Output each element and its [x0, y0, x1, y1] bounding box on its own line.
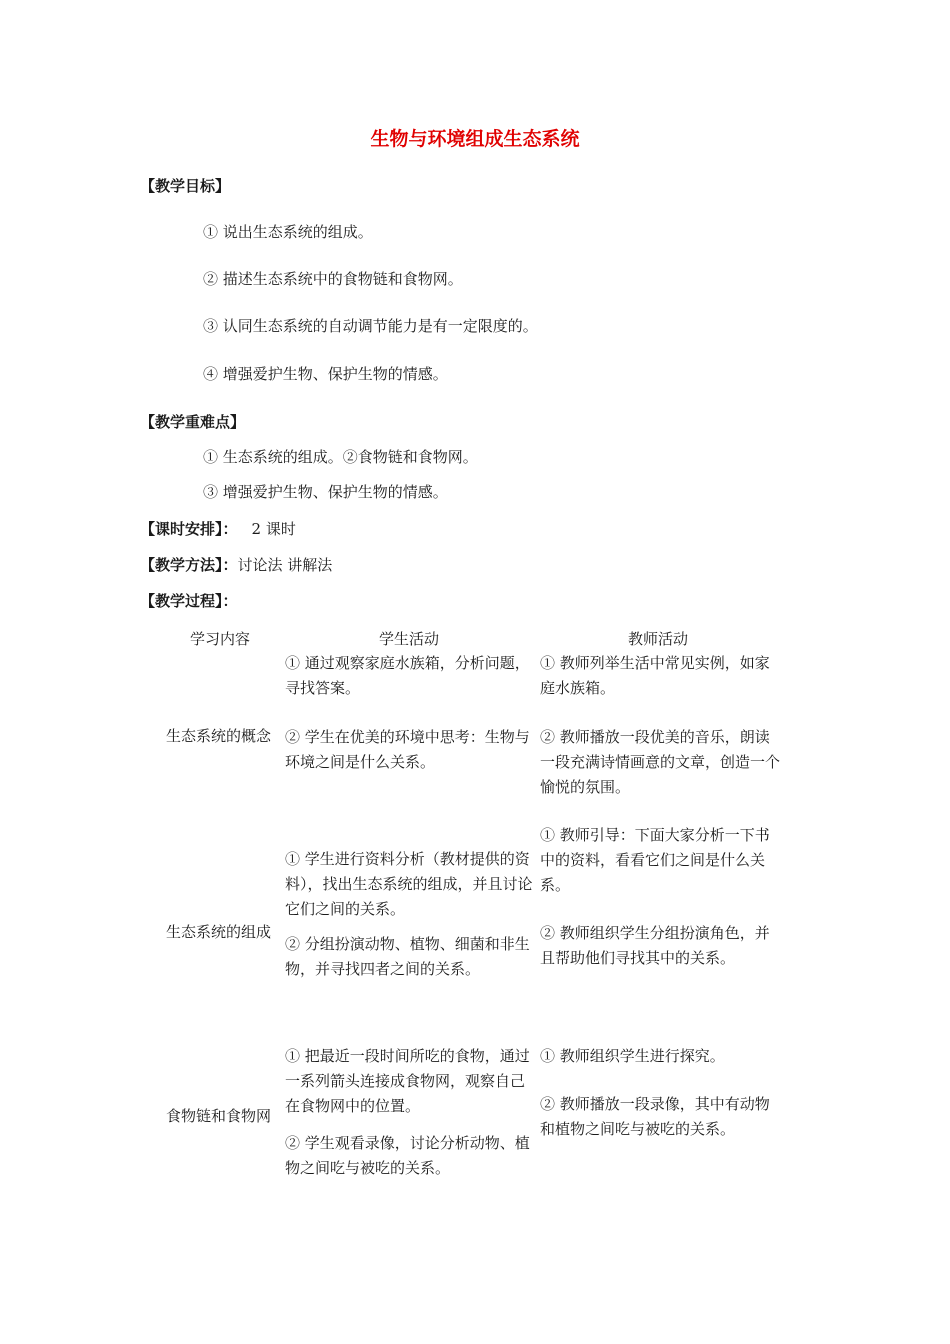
objective-item: ④ 增强爱护生物、保护生物的情感。 [203, 365, 448, 383]
table-row-teacher [540, 1044, 782, 1142]
table-header-teacher: 教师活动 [628, 630, 689, 648]
table-row-student [285, 847, 533, 982]
teacher-activity: ② 教师组织学生分组扮演角色，并且帮助他们寻找其中的关系。 [540, 924, 770, 967]
process-heading: 【教学过程】： [140, 592, 238, 610]
table-header-student: 学生活动 [379, 630, 440, 648]
objective-item: ② 描述生态系统中的食物链和食物网。 [203, 270, 463, 288]
key-points-heading: 【教学重难点】 [140, 413, 246, 431]
table-row-student [285, 1044, 537, 1181]
table-row-teacher [540, 823, 782, 971]
student-activity: ① 学生进行资料分析（教材提供的资料），找出生态系统的组成，并且讨论它们之间的关系。 [285, 850, 533, 918]
objective-item: ① 说出生态系统的组成。 [203, 223, 373, 241]
table-header-topic: 学习内容 [190, 630, 251, 648]
teacher-activity: ② 教师播放一段录像，其中有动物和植物之间吃与被吃的关系。 [540, 1095, 770, 1138]
student-activity: ① 把最近一段时间所吃的食物，通过一系列箭头连接成食物网，观察自己在食物网中的位置。 [285, 1047, 530, 1115]
objectives-heading: 【教学目标】 [140, 177, 231, 195]
student-activity: ② 学生在优美的环境中思考：生物与环境之间是什么关系。 [285, 728, 530, 771]
student-activity: ② 学生观看录像，讨论分析动物、植物之间吃与被吃的关系。 [285, 1134, 530, 1177]
student-activity: ② 分组扮演动物、植物、细菌和非生物，并寻找四者之间的关系。 [285, 935, 530, 978]
student-activity: ① 通过观察家庭水族箱，分析问题，寻找答案。 [285, 654, 530, 697]
table-row-topic: 生态系统的概念 [166, 727, 272, 745]
table-row-topic: 生态系统的组成 [166, 923, 272, 941]
table-row-teacher [540, 651, 782, 800]
schedule-heading: 【课时安排】： [140, 520, 238, 538]
teacher-activity: ① 教师引导：下面大家分析一下书中的资料，看看它们之间是什么关系。 [540, 826, 770, 894]
method-heading: 【教学方法】： [140, 556, 238, 574]
schedule-value: 2 课时 [251, 520, 296, 538]
method-value: 讨论法 讲解法 [237, 556, 333, 574]
key-point-item: ① 生态系统的组成。②食物链和食物网。 [203, 448, 478, 466]
teacher-activity: ② 教师播放一段优美的音乐，朗读一段充满诗情画意的文章，创造一个愉悦的氛围。 [540, 728, 781, 796]
table-row-topic: 食物链和食物网 [166, 1107, 272, 1125]
method-line [140, 554, 332, 575]
teacher-activity: ① 教师列举生活中常见实例，如家庭水族箱。 [540, 654, 770, 697]
teacher-activity: ① 教师组织学生进行探究。 [540, 1047, 725, 1065]
objective-item: ③ 认同生态系统的自动调节能力是有一定限度的。 [203, 317, 538, 335]
schedule-line [140, 518, 296, 539]
table-row-student [285, 651, 533, 775]
key-point-item: ③ 增强爱护生物、保护生物的情感。 [203, 483, 448, 501]
page-title: 生物与环境组成生态系统 [370, 128, 580, 150]
